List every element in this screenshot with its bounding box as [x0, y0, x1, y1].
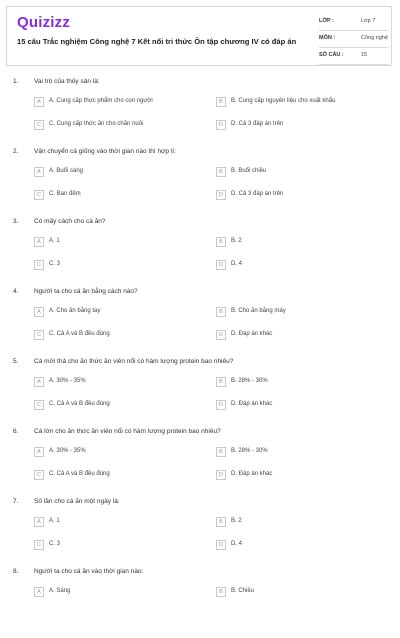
option-letter-box: A	[34, 377, 44, 387]
quizizz-logo: Quizizz	[17, 14, 71, 31]
meta-label: MÔN :	[319, 35, 336, 41]
option-text: C. Cả A và B đều đúng	[49, 471, 110, 477]
question-number: 1.	[13, 78, 19, 85]
option-letter-box: B	[216, 237, 226, 247]
option-letter-box: C	[34, 330, 44, 340]
question-number: 2.	[13, 148, 19, 155]
question-item	[0, 498, 400, 568]
option-text: D. 4	[231, 261, 243, 267]
option-letter-box: C	[34, 470, 44, 480]
question-number: 8.	[13, 568, 19, 575]
question-text: Cá mới thả cho ăn thức ăn viên nổi có hàm lượng protein bao nhiêu?	[34, 358, 234, 365]
option-text: B. Buổi chiều	[231, 168, 267, 174]
question-item	[0, 78, 400, 148]
option-text: B. 28% - 30%	[231, 448, 268, 454]
question-item	[0, 288, 400, 358]
option-text: A. Cung cấp thực phẩm cho con người	[49, 98, 153, 104]
option-text: C. Cả A và B đều đúng	[49, 401, 110, 407]
question-item	[0, 428, 400, 498]
option-letter-box: A	[34, 307, 44, 317]
option-text: B. 2	[231, 238, 242, 244]
question-text: Người ta cho cá ăn bằng cách nào?	[34, 288, 138, 295]
option-letter-box: C	[34, 190, 44, 200]
question-number: 7.	[13, 498, 19, 505]
option-letter-box: D	[216, 470, 226, 480]
question-item	[0, 358, 400, 428]
question-text: Cá lớn cho ăn thức ăn viên nổi có hàm lượng protein bao nhiêu?	[34, 428, 221, 435]
option-text: A. Cho ăn bằng tay	[49, 308, 101, 314]
worksheet-meta	[319, 16, 389, 67]
meta-row-subject	[319, 33, 389, 48]
meta-row-count	[319, 50, 389, 65]
option-letter-box: B	[216, 447, 226, 457]
option-text: A. Buổi sáng	[49, 168, 84, 174]
meta-label: SỐ CÂU :	[319, 52, 344, 58]
option-text: B. Cho ăn bằng máy	[231, 308, 286, 314]
meta-value: Công nghệ	[361, 35, 388, 41]
worksheet-title: 15 câu Trắc nghiệm Công nghệ 7 Kết nối tri thức Ôn tập chương IV có đáp án	[17, 37, 297, 46]
option-text: B. Chiều	[231, 588, 255, 594]
meta-value: 15	[361, 52, 368, 58]
meta-label: LỚP :	[319, 18, 334, 24]
option-letter-box: A	[34, 447, 44, 457]
question-number: 4.	[13, 288, 19, 295]
option-letter-box: B	[216, 307, 226, 317]
option-text: C. Cung cấp thức ăn cho chăn nuôi	[49, 121, 144, 127]
option-text: D. 4	[231, 541, 243, 547]
question-number: 3.	[13, 218, 19, 225]
option-letter-box: D	[216, 260, 226, 270]
option-letter-box: B	[216, 587, 226, 597]
option-text: D. Đáp án khác	[231, 471, 273, 477]
option-text: A. 30% - 35%	[49, 378, 86, 384]
option-letter-box: A	[34, 97, 44, 107]
option-letter-box: A	[34, 517, 44, 527]
option-letter-box: D	[216, 330, 226, 340]
option-text: B. 28% - 30%	[231, 378, 268, 384]
meta-value: Lớp 7	[361, 18, 376, 24]
question-number: 6.	[13, 428, 19, 435]
worksheet-header	[6, 6, 392, 66]
option-text: B. Cung cấp nguyên liệu cho xuất khẩu	[231, 98, 336, 104]
question-list	[0, 78, 400, 638]
option-text: C. Cả A và B đều đúng	[49, 331, 110, 337]
option-letter-box: D	[216, 190, 226, 200]
option-text: D. Cả 3 đáp án trên	[231, 121, 284, 127]
option-text: C. Ban đêm	[49, 191, 81, 197]
option-text: A. 30% - 35%	[49, 448, 86, 454]
option-text: A. Sáng	[49, 588, 71, 594]
option-letter-box: A	[34, 587, 44, 597]
option-letter-box: B	[216, 97, 226, 107]
question-text: Vận chuyển cá giống vào thời gian nào thì hợp lí:	[34, 148, 176, 155]
option-text: C. 3	[49, 261, 61, 267]
question-text: Số lần cho cá ăn một ngày là:	[34, 498, 120, 505]
option-letter-box: B	[216, 167, 226, 177]
option-letter-box: B	[216, 377, 226, 387]
option-letter-box: D	[216, 120, 226, 130]
question-text: Vai trò của thủy sản là:	[34, 78, 100, 85]
question-text: Người ta cho cá ăn vào thời gian nào:	[34, 568, 144, 575]
option-letter-box: C	[34, 260, 44, 270]
option-letter-box: A	[34, 237, 44, 247]
question-item	[0, 568, 400, 638]
option-text: D. Cả 3 đáp án trên	[231, 191, 284, 197]
option-text: B. 2	[231, 518, 242, 524]
question-text: Có mấy cách cho cá ăn?	[34, 218, 106, 225]
option-text: A. 1	[49, 238, 60, 244]
option-text: C. 3	[49, 541, 61, 547]
option-letter-box: A	[34, 167, 44, 177]
option-letter-box: C	[34, 120, 44, 130]
question-item	[0, 148, 400, 218]
option-text: A. 1	[49, 518, 60, 524]
option-letter-box: B	[216, 517, 226, 527]
meta-row-class	[319, 16, 389, 31]
option-letter-box: C	[34, 540, 44, 550]
option-text: D. Đáp án khác	[231, 401, 273, 407]
question-number: 5.	[13, 358, 19, 365]
option-letter-box: D	[216, 400, 226, 410]
option-letter-box: D	[216, 540, 226, 550]
question-item	[0, 218, 400, 288]
option-text: D. Đáp án khác	[231, 331, 273, 337]
option-letter-box: C	[34, 400, 44, 410]
